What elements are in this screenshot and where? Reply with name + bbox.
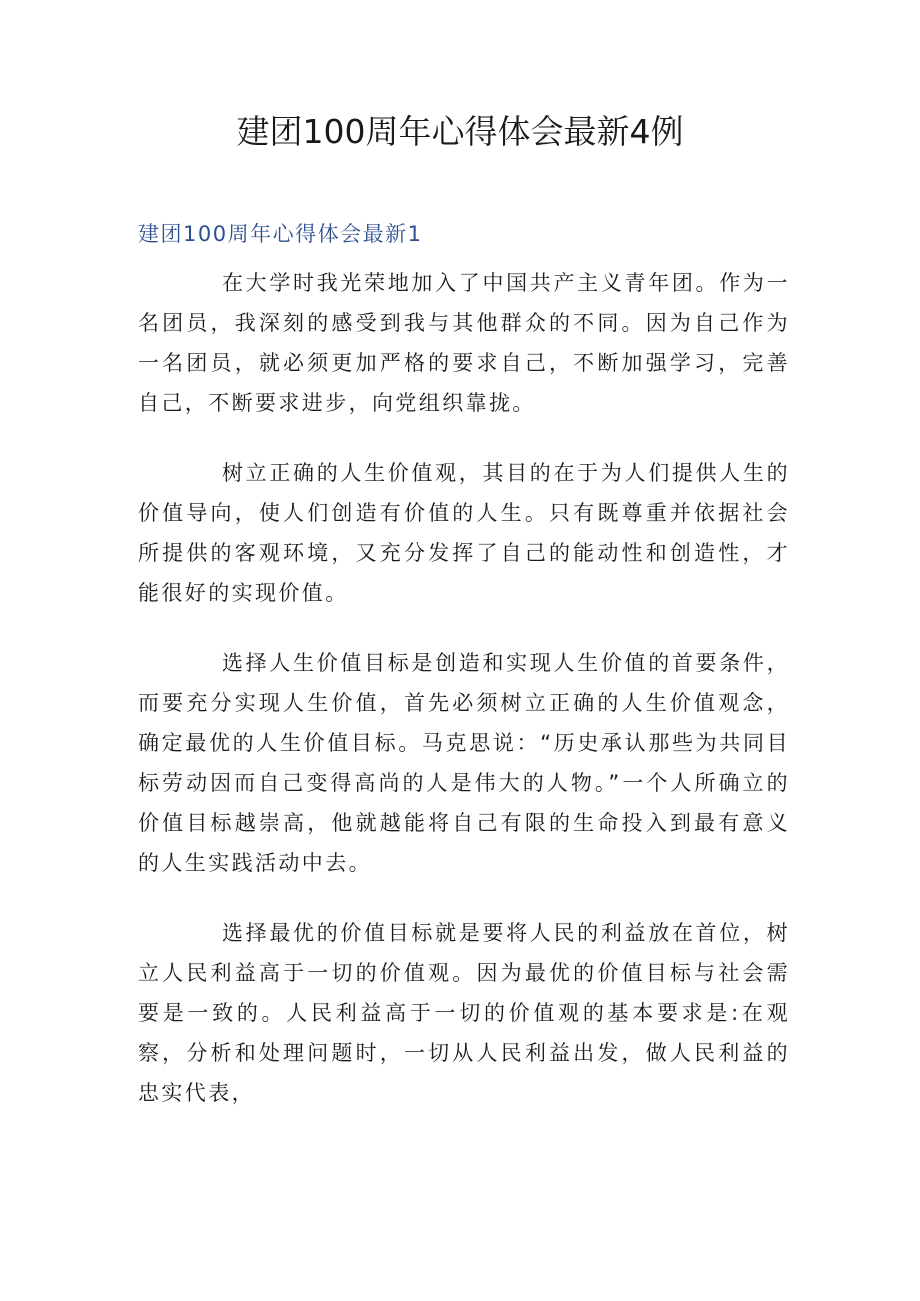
section-heading: 建团100周年心得体会最新1 — [138, 222, 423, 246]
document-title: 建团100周年心得体会最新4例 — [236, 112, 684, 151]
paragraph-3: 选择人生价值目标是创造和实现人生价值的首要条件，而要充分实现人生价值，首先必须树立正确的人生价值观念，确定最优的人生价值目标。马克思说：“历史承认那些为共同目标劳动因而自己变得高尚的人是伟大的人物。”一个人所确立的价值目标越崇高，他就越能将自己有限的生命投入到最有意义的人生实践活动中去。 — [138, 651, 790, 875]
document-body — [138, 263, 790, 1143]
paragraph-4: 选择最优的价值目标就是要将人民的利益放在首位，树立人民利益高于一切的价值观。因为最优的价值目标与社会需要是一致的。人民利益高于一切的价值观的基本要求是:在观察，分析和处理问题时，一切从人民利益出发，做人民利益的忠实代表， — [138, 921, 790, 1105]
paragraph-1: 在大学时我光荣地加入了中国共产主义青年团。作为一名团员，我深刻的感受到我与其他群众的不同。因为自己作为一名团员，就必须更加严格的要求自己，不断加强学习，完善自己，不断要求进步，向党组织靠拢。 — [138, 271, 790, 415]
paragraph-2: 树立正确的人生价值观，其目的在于为人们提供人生的价值导向，使人们创造有价值的人生。只有既尊重并依据社会所提供的客观环境，又充分发挥了自己的能动性和创造性，才能很好的实现价值。 — [138, 461, 790, 605]
